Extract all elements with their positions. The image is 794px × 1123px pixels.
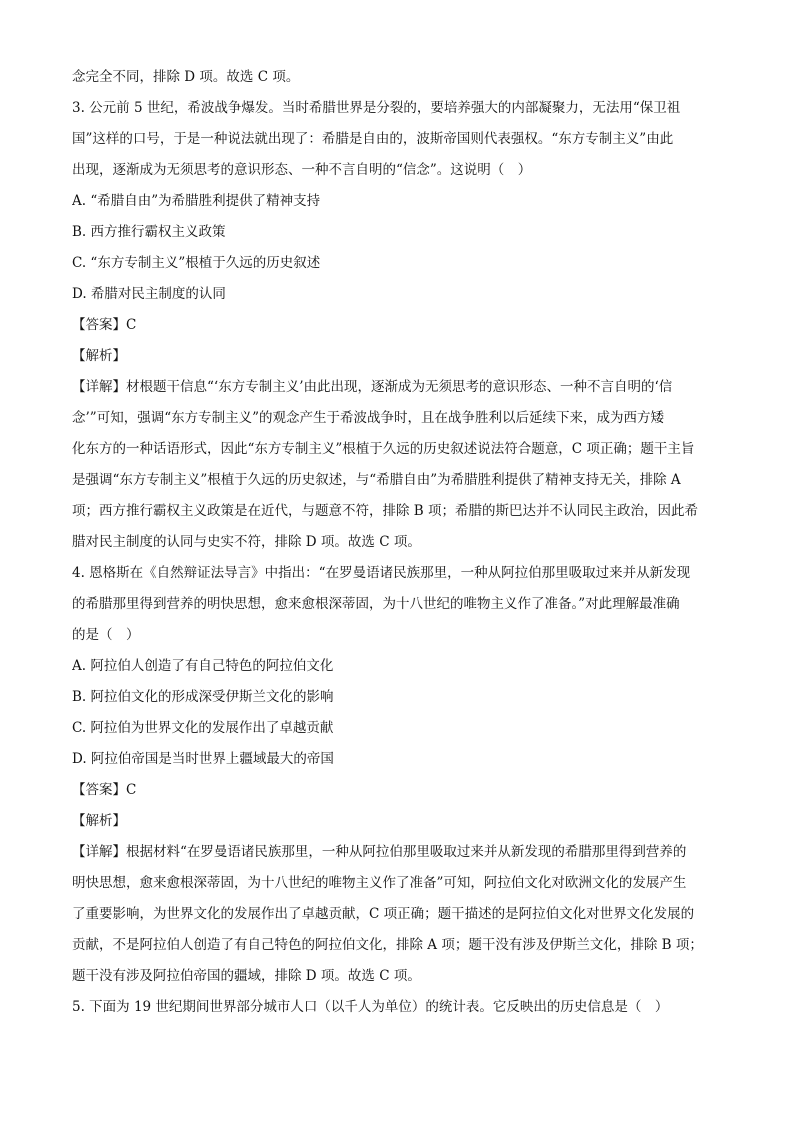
question-4-option-b: B. 阿拉伯文化的形成深受伊斯兰文化的影响 xyxy=(72,689,334,705)
question-3-option-b: B. 西方推行霸权主义政策 xyxy=(72,224,226,240)
question-3-stem: 出现，逐渐成为无须思考的意识形态、一种不言自明的“信念”。这说明（ ） xyxy=(72,162,532,178)
question-3-analysis-heading: 【解析】 xyxy=(72,348,126,364)
question-4-explanation: 了重要影响，为世界文化的发展作出了卓越贡献，C 项正确；题干描述的是阿拉伯文化对世界文化发展的 xyxy=(72,906,695,922)
question-3-stem: 3. 公元前 5 世纪，希波战争爆发。当时希腊世界是分裂的，要培养强大的内部凝聚力，无法用“保卫祖 xyxy=(72,100,681,116)
question-4-stem: 的是（ ） xyxy=(72,627,140,643)
question-4-option-c: C. 阿拉伯为世界文化的发展作出了卓越贡献 xyxy=(72,720,334,736)
question-3-explanation: 项；西方推行霸权主义政策是在近代，与题意不符，排除 B 项；希腊的斯巴达并不认同民主政治，因此希 xyxy=(72,503,699,519)
question-4-explanation: 题干没有涉及阿拉伯帝国的疆域，排除 D 项。故选 C 项。 xyxy=(72,968,421,984)
question-3-option-a: A. “希腊自由”为希腊胜利提供了精神支持 xyxy=(72,193,321,209)
question-3-answer: 【答案】C xyxy=(72,317,137,333)
question-4-option-d: D. 阿拉伯帝国是当时世界上疆域最大的帝国 xyxy=(72,751,334,767)
question-3-explanation: 腊对民主制度的认同与史实不符，排除 D 项。故选 C 项。 xyxy=(72,534,421,550)
question-3-explanation: 念’”可知，强调“东方专制主义”的观念产生于希波战争时，且在战争胜利以后延续下来，成为西方矮 xyxy=(72,410,664,426)
question-4-analysis-heading: 【解析】 xyxy=(72,813,126,829)
question-4-stem: 的希腊那里得到营养的明快思想，愈来愈根深蒂固，为十八世纪的唯物主义作了准备。”对此理解最准确 xyxy=(72,596,680,612)
question-4-option-a: A. 阿拉伯人创造了有自己特色的阿拉伯文化 xyxy=(72,658,334,674)
question-3-explanation: 化东方的一种话语形式，因此“东方专制主义”根植于久远的历史叙述说法符合题意，C 项正确；题干主旨 xyxy=(72,441,695,457)
question-4-answer: 【答案】C xyxy=(72,782,137,798)
question-3-explanation: 【详解】材根题干信息“‘东方专制主义’由此出现，逐渐成为无须思考的意识形态、一种不言自明的‘信 xyxy=(72,379,673,395)
question-4-explanation: 明快思想，愈来愈根深蒂固，为十八世纪的唯物主义作了准备”可知，阿拉伯文化对欧洲文化的发展产生 xyxy=(72,875,687,891)
question-4-explanation: 贡献，不是阿拉伯人创造了有自己特色的阿拉伯文化，排除 A 项；题干没有涉及伊斯兰文化，排除 B 项； xyxy=(72,937,703,953)
question-3-stem: 国”这样的口号，于是一种说法就出现了：希腊是自由的，波斯帝国则代表强权。“东方专制主义”由此 xyxy=(72,131,674,147)
text-line: 念完全不同，排除 D 项。故选 C 项。 xyxy=(72,69,300,85)
question-3-explanation: 是强调“东方专制主义”根植于久远的历史叙述，与“希腊自由”为希腊胜利提供了精神支持无关，排除 A xyxy=(72,472,681,488)
question-5-stem: 5. 下面为 19 世纪期间世界部分城市人口（以千人为单位）的统计表。它反映出的历史信息是（ ） xyxy=(72,999,669,1015)
question-4-stem: 4. 恩格斯在《自然辩证法导言》中指出：“在罗曼语诸民族那里，一种从阿拉伯那里吸取过来并从新发现 xyxy=(72,565,691,581)
document-page xyxy=(72,62,724,1023)
question-3-option-c: C. “东方专制主义”根植于久远的历史叙述 xyxy=(72,255,321,271)
question-4-explanation: 【详解】根据材料“在罗曼语诸民族那里，一种从阿拉伯那里吸取过来并从新发现的希腊那里得到营养的 xyxy=(72,844,687,860)
question-3-option-d: D. 希腊对民主制度的认同 xyxy=(72,286,226,302)
